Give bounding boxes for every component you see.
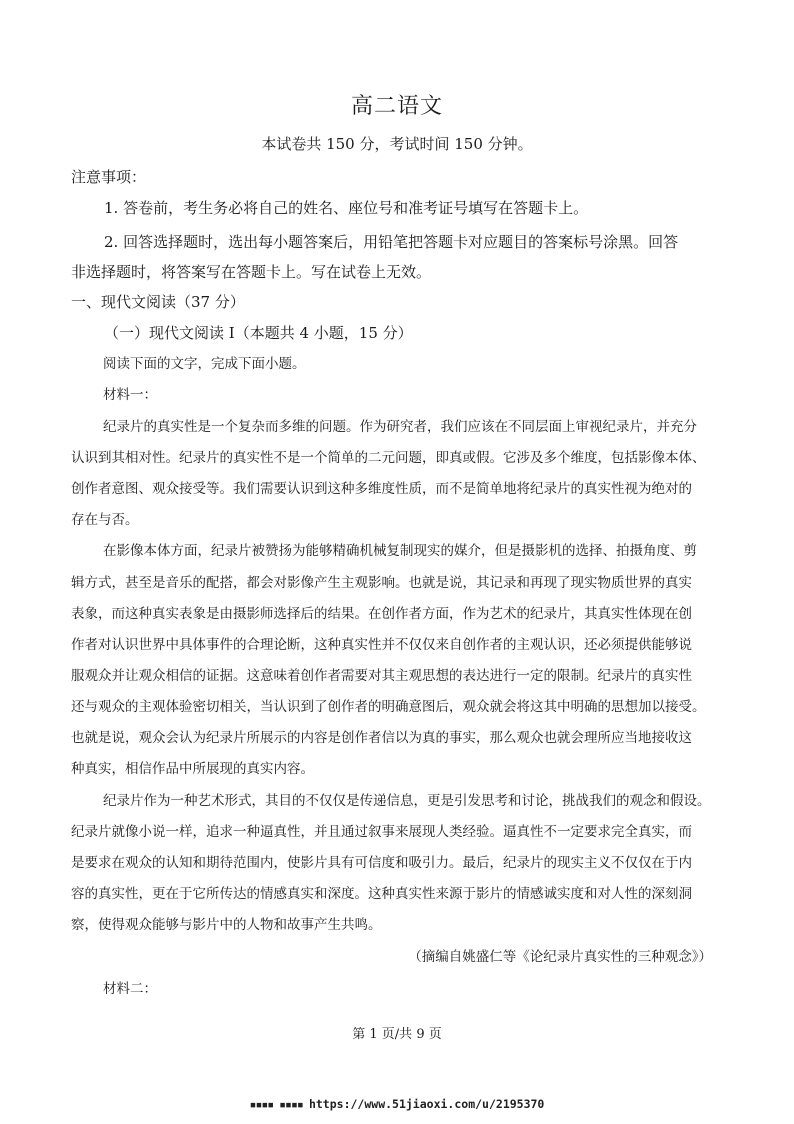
material-1-source: （摘编自姚盛仁等《论纪录片真实性的三种观念》） [408,949,712,965]
paragraph-2-line: 也就是说，观众会认为纪录片所展示的内容是创作者信以为真的事实，那么观众也就会理所应当地接收这 [71,730,692,746]
paragraph-1-line: 纪录片的真实性是一个复杂而多维的问题。作为研究者，我们应该在不同层面上审视纪录片，并充分 [103,419,697,435]
paragraph-2-line: 在影像本体方面，纪录片被赞扬为能够精确机械复制现实的媒介，但是摄影机的选择、拍摄角度、剪 [103,543,697,559]
paragraph-2-line: 作者对认识世界中具体事件的合理论断，这种真实性并不仅仅来自创作者的主观认识，还必须提供能够说 [71,637,692,653]
exam-subtitle: 本试卷共 150 分，考试时间 150 分钟。 [261,135,533,153]
material-1-label: 材料一： [103,387,157,403]
notice-item-1: 1. 答卷前，考生务必将自己的姓名、座位号和准考证号填写在答题卡上。 [104,199,589,217]
notice-heading: 注意事项： [71,168,147,186]
notice-item-2-line-1: 2. 回答选择题时，选出每小题答案后，用铅笔把答题卡对应题目的答案标号涂黑。回答 [104,233,679,251]
page-number: 第 1 页/共 9 页 [352,1027,442,1042]
paragraph-2-line: 服观众并让观众相信的证据。这意味着创作者需要对其主观思想的表达进行一定的限制。纪录片的真实性 [71,668,692,684]
watermark [0,1096,794,1112]
paragraph-2-line: 种真实，相信作品中所展现的真实内容。 [71,761,314,777]
paragraph-1-line: 认识到其相对性。纪录片的真实性不是一个简单的二元问题，即真或假。它涉及多个维度，包括影像本体、 [71,450,706,466]
paragraph-1-line: 创作者意图、观众接受等。我们需要认识到这种多维度性质，而不是简单地将纪录片的真实性视为绝对的 [71,481,692,497]
paragraph-3-line: 纪录片就像小说一样，追求一种逼真性，并且通过叙事来展现人类经验。逼真性不一定要求完全真实，而 [71,824,692,840]
paragraph-3-line: 容的真实性，更在于它所传达的情感真实和深度。这种真实性来源于影片的情感诚实度和对人性的深刻洞 [71,886,692,902]
paragraph-3-line: 察，使得观众能够与影片中的人物和故事产生共鸣。 [71,917,382,933]
notice-item-2-line-2: 非选择题时，将答案写在答题卡上。写在试卷上无效。 [71,263,432,281]
paragraph-2-line: 辑方式，甚至是音乐的配搭，都会对影像产生主观影响。也就是说，其记录和再现了现实物质世界的真实 [71,575,692,591]
paragraph-1-line: 存在与否。 [71,512,139,528]
section-heading: 一、现代文阅读（37 分） [71,293,245,311]
exam-title: 高二语文 [350,94,443,119]
paragraph-3-line: 是要求在观众的认知和期待范围内，使影片具有可信度和吸引力。最后，纪录片的现实主义不仅仅在于内 [71,855,692,871]
reading-instruction: 阅读下面的文字，完成下面小题。 [103,356,306,372]
material-2-label: 材料二： [103,981,157,997]
paragraph-2-line: 表象，而这种真实表象是由摄影师选择后的结果。在创作者方面，作为艺术的纪录片，其真实性体现在创 [71,606,692,622]
watermark-url: https://www.51jiaoxi.com/u/2195370 [308,1097,545,1111]
paragraph-2-line: 还与观众的主观体验密切相关，当认识到了创作者的明确意图后，观众就会将这其中明确的思想加以接受。 [71,699,706,715]
watermark-dots-icon: ▪▪▪▪ ▪▪▪▪ [249,1097,303,1111]
part-heading: （一）现代文阅读 I（本题共 4 小题，15 分） [104,324,413,342]
paragraph-3-line: 纪录片作为一种艺术形式，其目的不仅仅是传递信息，更是引发思考和讨论，挑战我们的观念和假设。 [103,793,711,809]
